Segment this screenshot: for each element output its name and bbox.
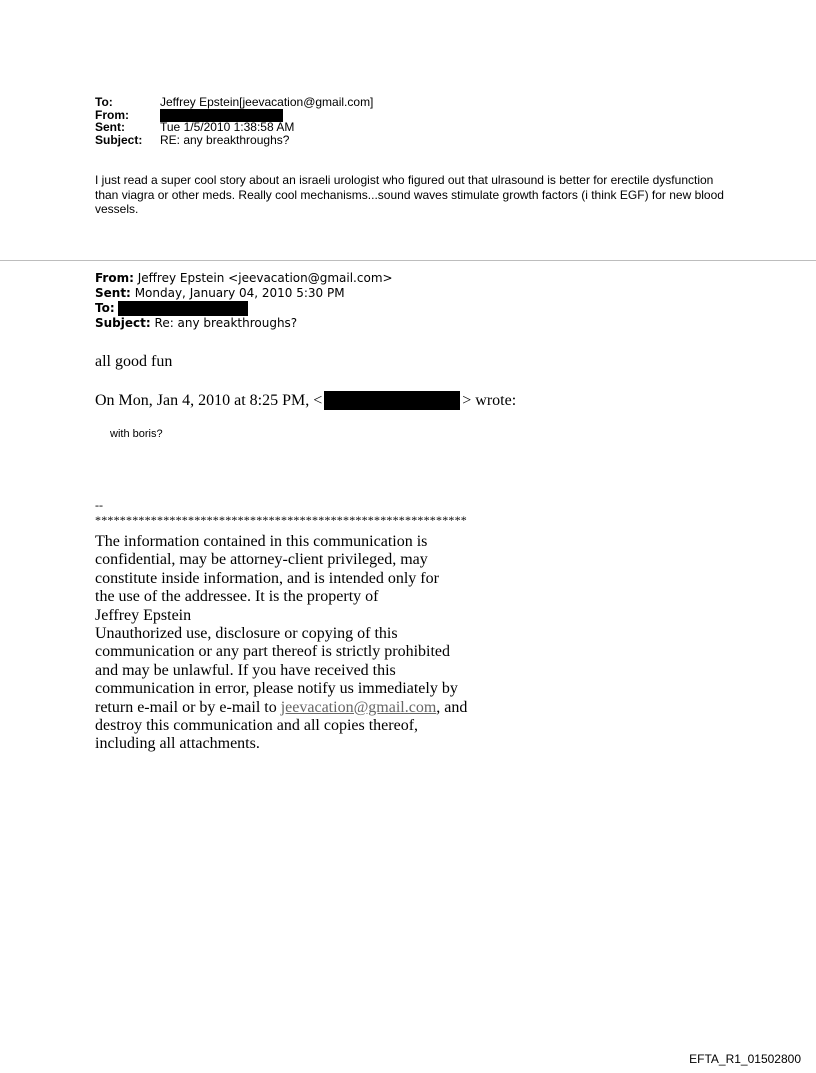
email-link[interactable]: jeevacation@gmail.com <box>280 698 437 716</box>
redaction-box <box>118 301 248 316</box>
disclaimer-line: and may be unlawful. If you have received this <box>95 661 396 679</box>
disclaimer-text: , and <box>436 698 468 716</box>
attribution-prefix: On Mon, Jan 4, 2010 at 8:25 PM, < <box>95 391 323 409</box>
disclaimer-line: communication or any part thereof is strictly prohibited <box>95 643 451 661</box>
document-id: EFTA_R1_01502800 <box>689 1052 801 1066</box>
email-header <box>95 96 373 146</box>
divider <box>0 260 816 261</box>
sent-value: Tue 1/5/2010 1:38:58 AM <box>160 120 295 134</box>
sent-label: Sent: <box>95 120 125 134</box>
disclaimer-line: communication in error, please notify us immediately by <box>95 680 458 698</box>
quoted-sent-row <box>95 286 393 301</box>
to-label: To: <box>95 95 113 109</box>
disclaimer <box>95 533 495 754</box>
disclaimer-text: return e-mail or by e-mail to <box>95 698 281 716</box>
disclaimer-line: Jeffrey Epstein <box>95 606 192 624</box>
subject-row <box>95 134 373 147</box>
quoted-to-row <box>95 301 393 316</box>
attribution-suffix: > wrote: <box>462 391 517 409</box>
quoted-from-row <box>95 271 393 286</box>
disclaimer-line: Unauthorized use, disclosure or copying of this <box>95 625 398 643</box>
quoted-body: all good fun <box>95 353 173 370</box>
to-row <box>95 96 373 109</box>
disclaimer-line: destroy this communication and all copies thereof, <box>95 717 419 735</box>
disclaimer-line: the use of the addressee. It is the property of <box>95 588 379 606</box>
quoted-subject-row <box>95 316 393 331</box>
disclaimer-line: constitute inside information, and is intended only for <box>95 569 439 587</box>
quoted-sent-label: Sent: <box>95 286 131 300</box>
quoted-from-label: From: <box>95 271 134 285</box>
to-value: Jeffrey Epstein[jeevacation@gmail.com] <box>160 95 374 109</box>
quoted-subject-label: Subject: <box>95 316 151 330</box>
disclaimer-line: confidential, may be attorney-client privileged, may <box>95 551 428 569</box>
subject-value: RE: any breakthroughs? <box>160 132 290 147</box>
quoted-subject-value: Re: any breakthroughs? <box>154 316 298 330</box>
disclaimer-line: including all attachments. <box>95 735 260 753</box>
from-label: From: <box>95 107 129 122</box>
attribution-line <box>95 391 516 410</box>
disclaimer-line: The information contained in this communication is <box>95 533 428 550</box>
message-body: I just read a super cool story about an israeli urologist who figured out that ulrasound is better for erectile dysfunction than viagra or other meds. Really cool mechanisms...sound waves stimulate growth factors (i think EGF) for new blood vessels. <box>95 173 724 216</box>
sent-row <box>95 121 373 134</box>
quoted-to-label: To: <box>95 301 115 315</box>
nested-quote: with boris? <box>110 428 163 440</box>
quoted-from-value: Jeffrey Epstein <jeevacation@gmail.com> <box>137 271 393 285</box>
star-divider: ************************************************************ <box>95 513 467 527</box>
subject-label: Subject: <box>95 132 143 147</box>
quoted-sent-value: Monday, January 04, 2010 5:30 PM <box>134 286 345 300</box>
redaction-box <box>324 391 460 410</box>
quoted-header <box>95 271 393 331</box>
disclaimer-line <box>95 699 495 717</box>
signature-separator: -- <box>95 498 103 512</box>
